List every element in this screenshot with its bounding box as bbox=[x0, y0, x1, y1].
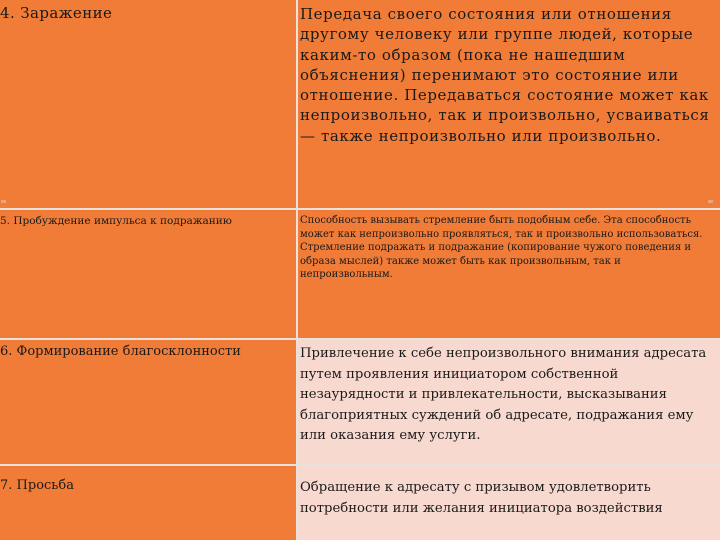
term-cell bbox=[0, 340, 296, 464]
definition-text: Передача своего состояния или отношения другому человеку или группе людей, которые каким-то образом (пока не нашедшим объяснения) перенимают это состояние или отношение. Передаваться состояние может как непроизвольно, так и произвольно, усваиваться — также непроизвольно или произвольно. bbox=[300, 5, 710, 145]
definition-cell bbox=[298, 466, 720, 540]
table-row bbox=[0, 466, 720, 540]
table-row bbox=[0, 0, 720, 208]
table-row bbox=[0, 340, 720, 464]
definition-text: Обращение к адресату с призывом удовлетворить потребности или желания инициатора воздействия bbox=[300, 480, 663, 516]
definition-text: Привлечение к себе непроизвольного внимания адресата путем проявления инициатором собственной незаурядности и привлекательности, высказывания благоприятных суждений об адресате, подражания ему или оказания ему услуги. bbox=[300, 346, 707, 444]
scan-artifact bbox=[1, 200, 6, 203]
term-label: 7. Просьба bbox=[0, 478, 74, 493]
definition-cell bbox=[298, 210, 720, 338]
scan-artifact bbox=[708, 200, 713, 203]
term-label: 6. Формирование благосклонности bbox=[0, 344, 241, 359]
term-label: 5. Пробуждение импульса к подражанию bbox=[0, 215, 232, 227]
term-cell bbox=[0, 0, 296, 208]
definition-cell bbox=[298, 0, 720, 208]
term-cell bbox=[0, 466, 296, 540]
term-label: 4. Заражение bbox=[0, 4, 113, 22]
definition-cell bbox=[298, 340, 720, 464]
table-row bbox=[0, 210, 720, 338]
term-cell bbox=[0, 210, 296, 338]
definition-text: Способность вызывать стремление быть подобным себе. Эта способность может как непроизвольно проявляться, так и произвольно использоваться. Стремление подражать и подражание (копирование чужого поведения и образа мыслей) также может быть как произвольным, так и непроизвольным. bbox=[300, 215, 703, 281]
